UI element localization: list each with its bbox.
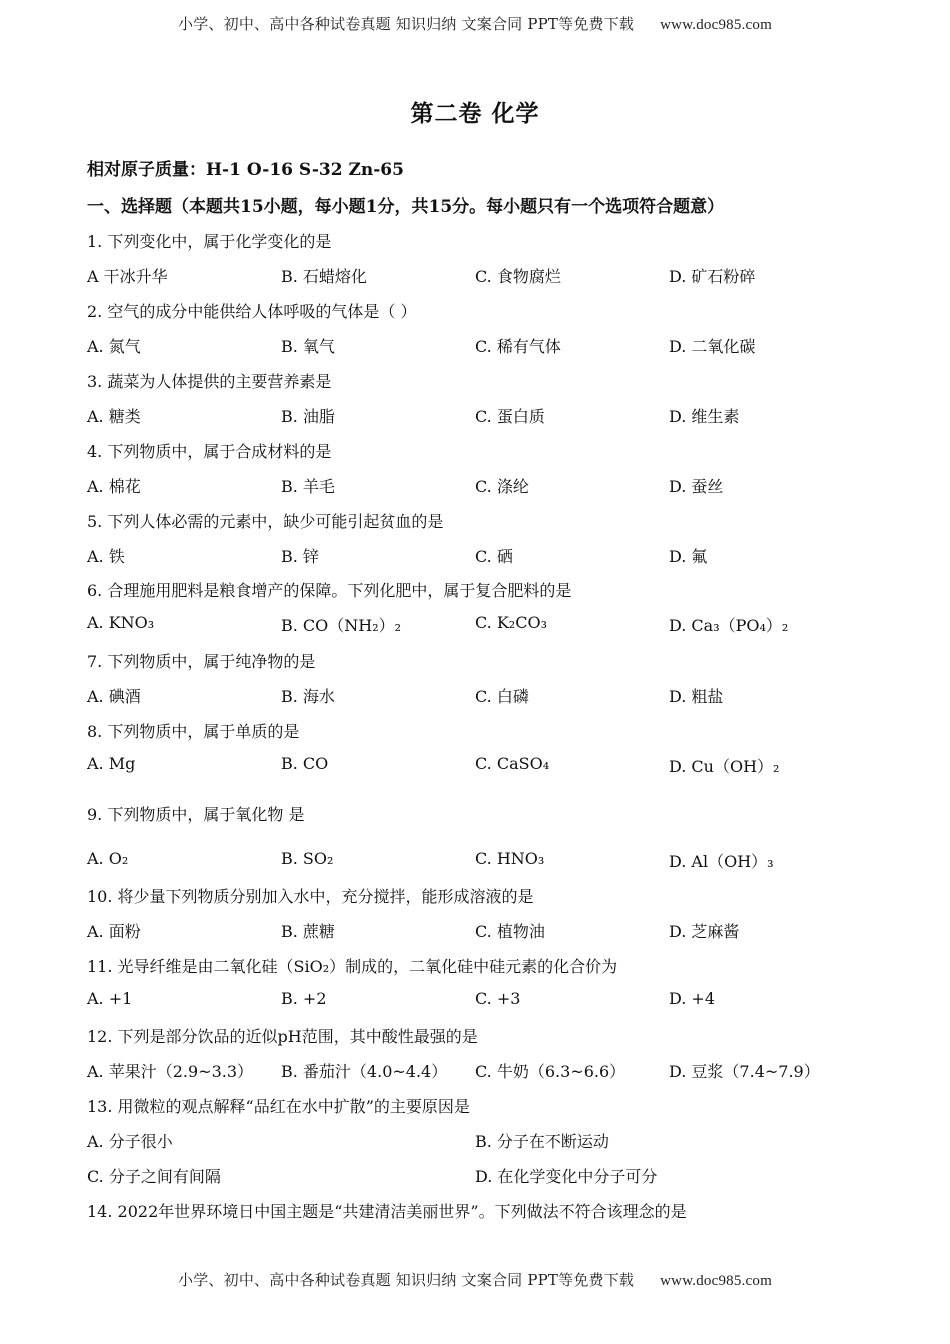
question-stem: 8. 下列物质中，属于单质的是 [87, 722, 300, 741]
option-c: C. 涤纶 [475, 477, 529, 496]
question-stem: 6. 合理施用肥料是粮食增产的保障。下列化肥中，属于复合肥料的是 [87, 581, 572, 600]
option-b: B. 油脂 [281, 407, 335, 426]
question-stem: 13. 用微粒的观点解释“品红在水中扩散”的主要原因是 [87, 1097, 470, 1116]
option-d: D. 矿石粉碎 [669, 267, 756, 286]
option-b: B. 羊毛 [281, 477, 335, 496]
option-a: A. +1 [87, 989, 133, 1008]
banner-site[interactable]: www.doc985.com [660, 1273, 772, 1289]
option-c: C. K₂CO₃ [475, 613, 547, 632]
option-a: A. O₂ [87, 849, 129, 868]
option-a: A. 铁 [87, 547, 125, 566]
option-c: C. 食物腐烂 [475, 267, 561, 286]
option-a: A. 分子很小 [87, 1132, 173, 1151]
option-d: D. Ca₃（PO₄）₂ [669, 616, 789, 635]
question-stem: 3. 蔬菜为人体提供的主要营养素是 [87, 372, 332, 391]
question-stem: 4. 下列物质中，属于合成材料的是 [87, 442, 332, 461]
question-stem: 12. 下列是部分饮品的近似pH范围，其中酸性最强的是 [87, 1027, 478, 1046]
option-c: C. HNO₃ [475, 849, 545, 868]
option-c: C. +3 [475, 989, 521, 1008]
option-c: C. CaSO₄ [475, 754, 550, 773]
banner-text: 小学、初中、高中各种试卷真题 知识归纳 文案合同 PPT等免费下载 [178, 15, 635, 33]
option-a: A. 苹果汁（2.9~3.3） [87, 1062, 254, 1081]
option-d: D. 氟 [669, 547, 708, 566]
question-stem: 11. 光导纤维是由二氧化硅（SiO₂）制成的，二氧化硅中硅元素的化合价为 [87, 957, 618, 976]
option-b: B. 番茄汁（4.0~4.4） [281, 1062, 448, 1081]
option-d: D. 粗盐 [669, 687, 724, 706]
option-b: B. 锌 [281, 547, 319, 566]
option-d: D. 芝麻酱 [669, 922, 740, 941]
option-a: A. 氮气 [87, 337, 141, 356]
banner-site[interactable]: www.doc985.com [660, 17, 772, 33]
option-c: C. 稀有气体 [475, 337, 561, 356]
option-a: A. 碘酒 [87, 687, 141, 706]
question-stem: 2. 空气的成分中能供给人体呼吸的气体是（ ） [87, 302, 417, 321]
option-d: D. +4 [669, 989, 716, 1008]
question-stem: 10. 将少量下列物质分别加入水中，充分搅拌，能形成溶液的是 [87, 887, 534, 906]
option-b: B. 分子在不断运动 [475, 1132, 609, 1151]
option-d: D. 在化学变化中分子可分 [475, 1167, 658, 1186]
option-c: C. 植物油 [475, 922, 545, 941]
option-a: A 干冰升华 [87, 267, 168, 286]
option-c: C. 蛋白质 [475, 407, 545, 426]
question-stem: 1. 下列变化中，属于化学变化的是 [87, 232, 332, 251]
option-b: B. CO（NH₂）₂ [281, 616, 402, 635]
option-a: A. Mg [87, 754, 136, 773]
option-b: B. 蔗糖 [281, 922, 335, 941]
option-b: B. 海水 [281, 687, 335, 706]
option-a: A. KNO₃ [87, 613, 155, 632]
option-b: B. 氧气 [281, 337, 335, 356]
footer-banner [0, 1269, 950, 1290]
question-stem: 7. 下列物质中，属于纯净物的是 [87, 652, 316, 671]
question-stem: 14. 2022年世界环境日中国主题是“共建清洁美丽世界”。下列做法不符合该理念的是 [87, 1202, 687, 1221]
option-d: D. 二氧化碳 [669, 337, 756, 356]
banner-text: 小学、初中、高中各种试卷真题 知识归纳 文案合同 PPT等免费下载 [178, 1271, 635, 1289]
option-d: D. 豆浆（7.4~7.9） [669, 1062, 820, 1081]
question-stem: 9. 下列物质中，属于氧化物 是 [87, 805, 305, 824]
option-d: D. Al（OH）₃ [669, 852, 774, 871]
option-a: A. 面粉 [87, 922, 141, 941]
option-a: A. 糖类 [87, 407, 141, 426]
question-stem: 5. 下列人体必需的元素中，缺少可能引起贫血的是 [87, 512, 444, 531]
option-d: D. Cu（OH）₂ [669, 757, 780, 776]
option-b: B. SO₂ [281, 849, 334, 868]
option-b: B. CO [281, 754, 329, 773]
option-d: D. 蚕丝 [669, 477, 724, 496]
option-b: B. 石蜡熔化 [281, 267, 367, 286]
option-c: C. 牛奶（6.3~6.6） [475, 1062, 626, 1081]
page-title: 第二卷 化学 [410, 100, 540, 127]
option-c: C. 白磷 [475, 687, 529, 706]
atomic-masses: 相对原子质量：H-1 O-16 S-32 Zn-65 [87, 160, 404, 180]
header-banner [0, 13, 950, 34]
option-c: C. 硒 [475, 547, 513, 566]
option-c: C. 分子之间有间隔 [87, 1167, 221, 1186]
option-b: B. +2 [281, 989, 327, 1008]
option-a: A. 棉花 [87, 477, 141, 496]
section-heading: 一、选择题（本题共15小题，每小题1分，共15分。每小题只有一个选项符合题意） [87, 197, 725, 217]
option-d: D. 维生素 [669, 407, 740, 426]
